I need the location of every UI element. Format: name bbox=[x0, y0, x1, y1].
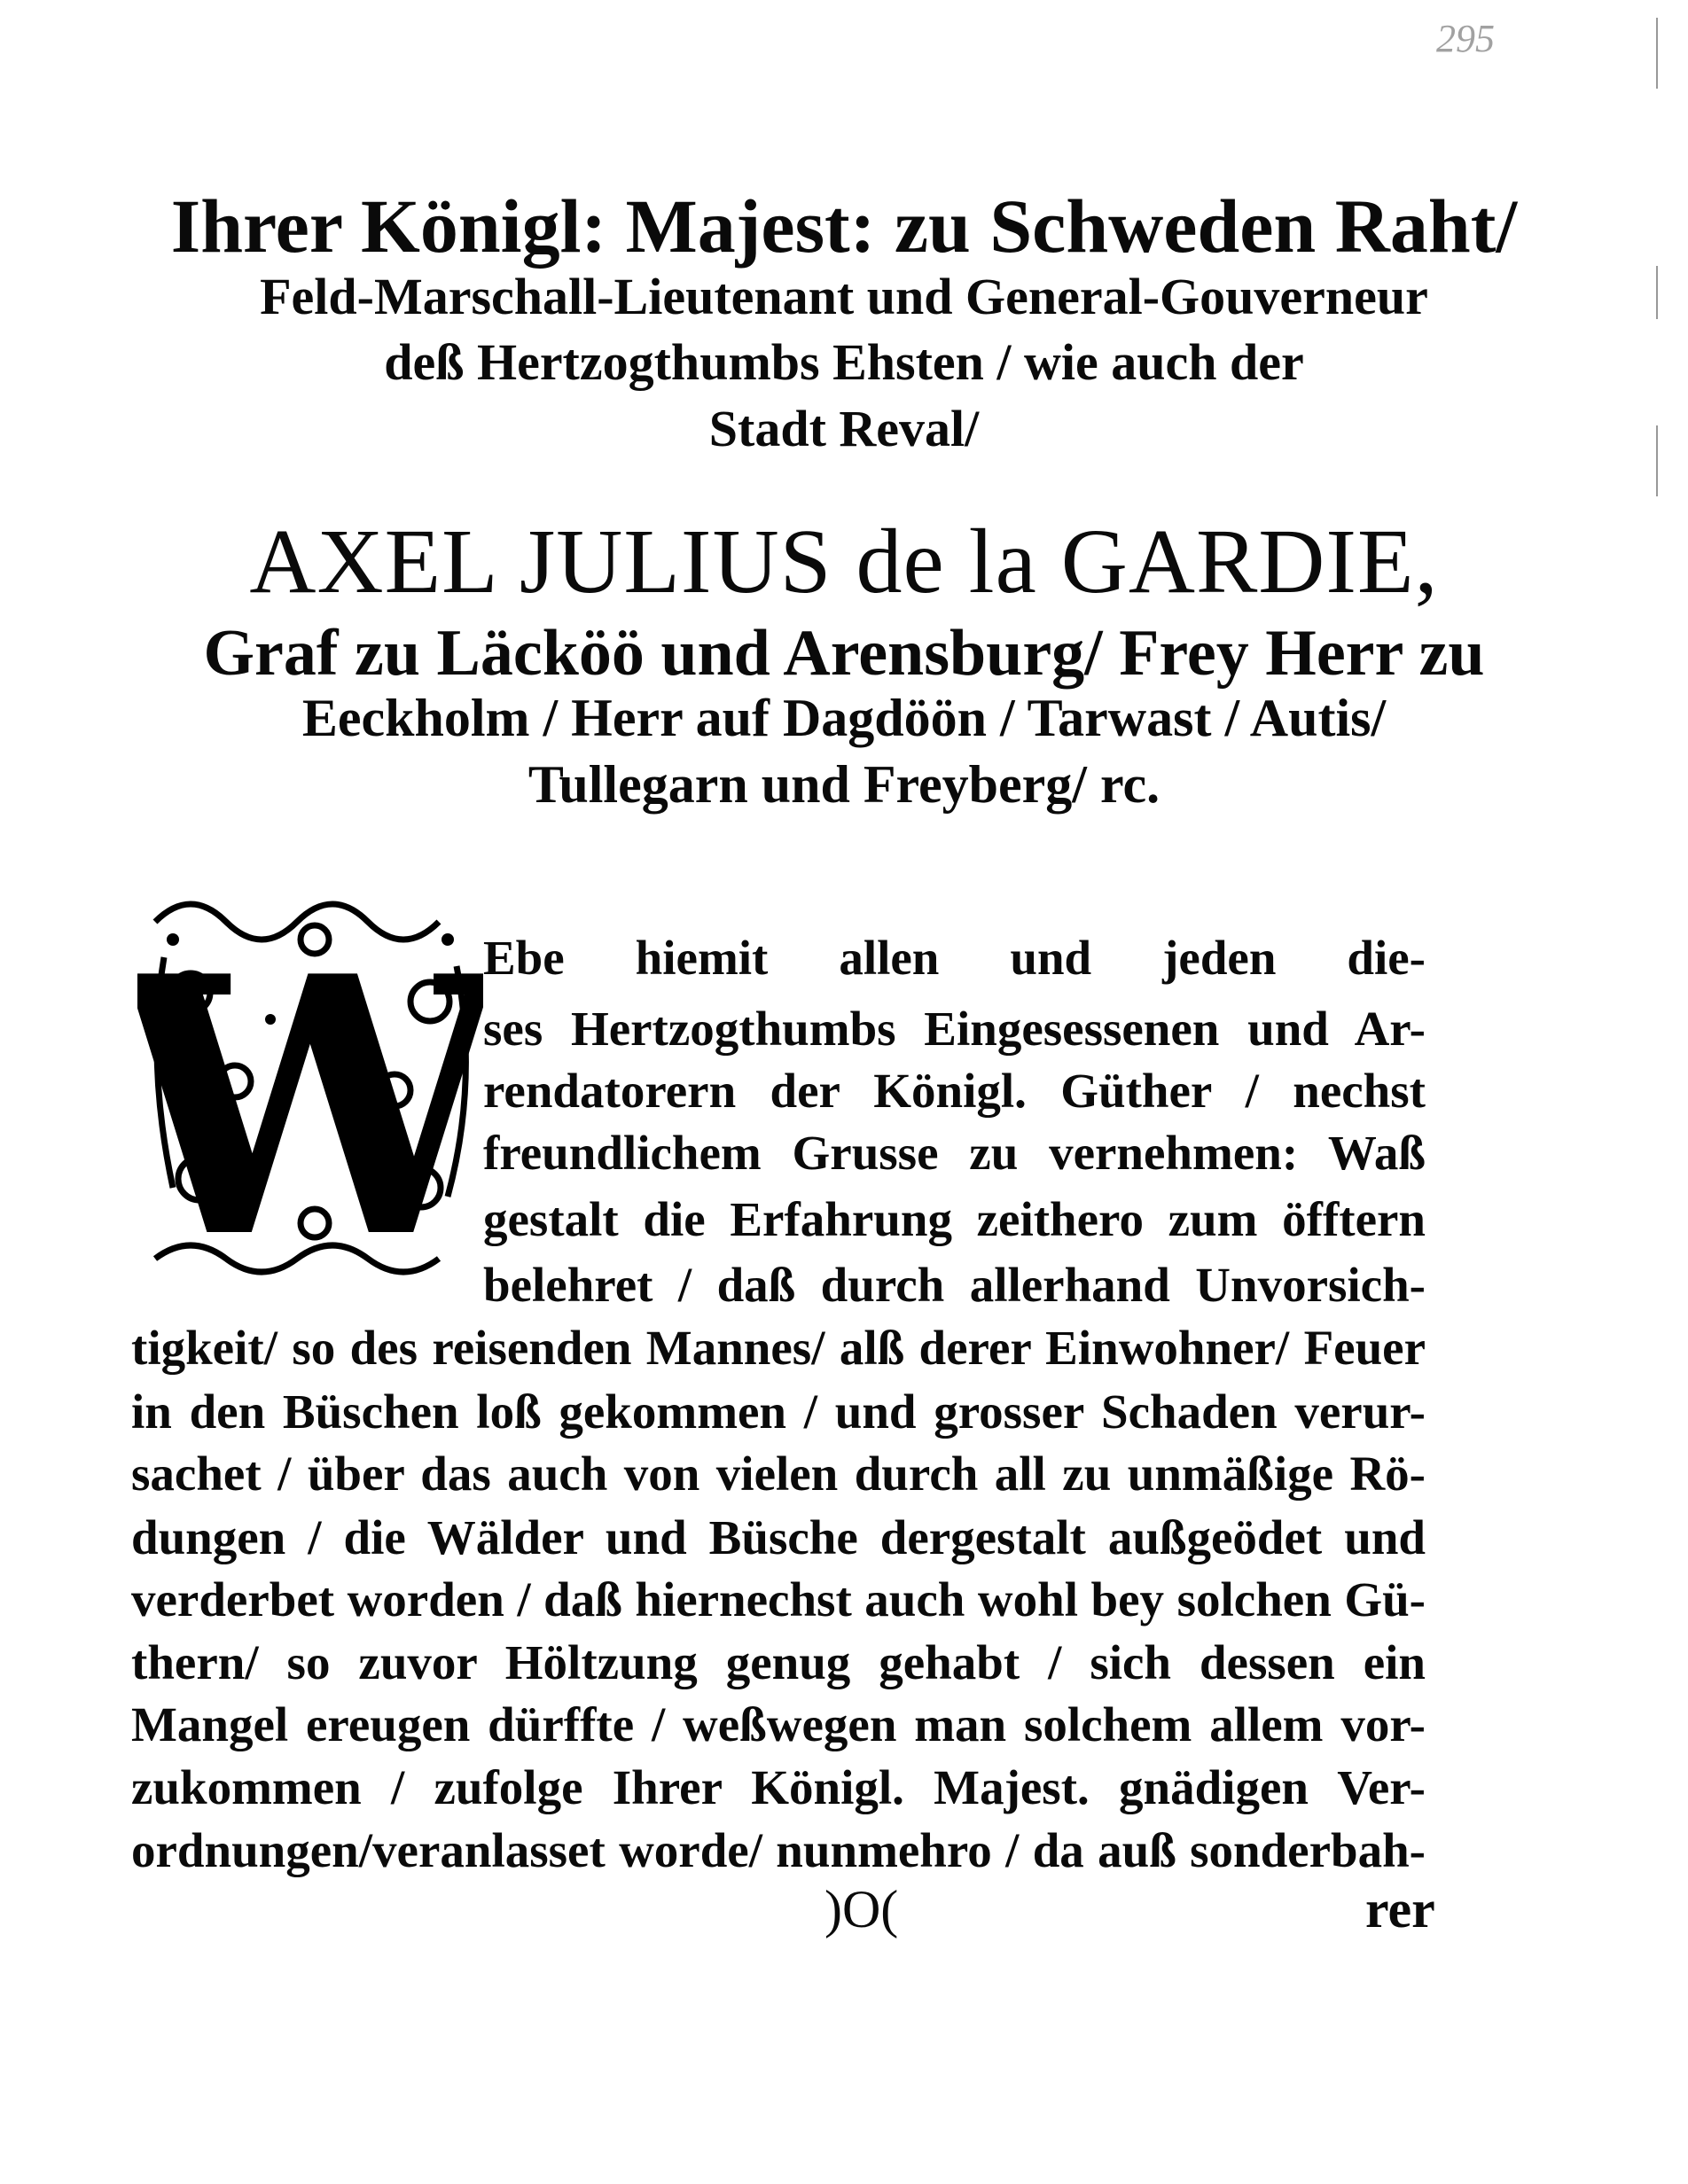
heading-line-1: Ihrer Königl: Majest: zu Schweden Raht/ bbox=[170, 183, 1518, 269]
page-number: 295 bbox=[1436, 17, 1495, 60]
signature-mark: )O( bbox=[824, 1880, 899, 1938]
decorated-initial bbox=[137, 886, 483, 1285]
body-line: zukommen / zufolge Ihrer Königl. Majest. gnädigen Ver- bbox=[131, 1760, 1426, 1814]
title-line-2: Eeckholm / Herr auf Dagdöön / Tarwast / Autis/ bbox=[301, 689, 1387, 747]
body-line: ordnungen/veranlasset worde/ nunmehro / da auß sonderbah- bbox=[131, 1823, 1426, 1877]
body-line: thern/ so zuvor Höltzung genug gehabt / sich dessen ein bbox=[131, 1635, 1426, 1689]
body-line: in den Büschen loß gekommen / und grosser Schaden verur- bbox=[131, 1384, 1426, 1439]
title-line-1: Graf zu Läcköö und Arensburg/ Frey Herr zu bbox=[203, 617, 1485, 690]
scan-edge-mark bbox=[1656, 266, 1658, 319]
title-line-3: Tullegarn und Freyberg/ rc. bbox=[528, 755, 1160, 814]
scan-edge-mark bbox=[1656, 425, 1658, 496]
body-line: dungen / die Wälder und Büsche dergestalt außgeödet und bbox=[131, 1510, 1426, 1564]
ornament-icon bbox=[137, 886, 483, 1285]
body-line: verderbet worden / daß hiernechst auch wohl bey solchen Gü- bbox=[131, 1572, 1426, 1626]
body-line: belehret / daß durch allerhand Unvorsich- bbox=[483, 1258, 1426, 1312]
heading-line-3: deß Hertzogthumbs Ehsten / wie auch der bbox=[384, 333, 1304, 391]
heading-line-2: Feld-Marschall-Lieutenant und General-Gouverneur bbox=[260, 268, 1428, 325]
heading-line-4: Stadt Reval/ bbox=[708, 400, 980, 457]
body-line: gestalt die Erfahrung zeithero zum öfftern bbox=[483, 1192, 1426, 1246]
scan-edge-mark bbox=[1656, 18, 1658, 89]
body-line: freundlichem Grusse zu vernehmen: Waß bbox=[483, 1126, 1426, 1180]
body-line: ses Hertzogthumbs Eingesessenen und Ar- bbox=[483, 1002, 1426, 1056]
initial-letter: W bbox=[137, 900, 483, 1285]
body-line: Mangel ereugen dürffte / weßwegen man solchem allem vor- bbox=[131, 1697, 1426, 1751]
body-line: sachet / über das auch von vielen durch all zu unmäßige Rö- bbox=[131, 1447, 1426, 1501]
body-line: tigkeit/ so des reisenden Mannes/ alß derer Einwohner/ Feuer bbox=[131, 1321, 1426, 1375]
catchword: rer bbox=[1365, 1880, 1435, 1938]
body-line: Ebe hiemit allen und jeden die- bbox=[483, 931, 1426, 985]
body-line: rendatorern der Königl. Güther / nechst bbox=[483, 1064, 1426, 1118]
person-name: AXEL JULIUS de la GARDIE, bbox=[249, 511, 1439, 612]
